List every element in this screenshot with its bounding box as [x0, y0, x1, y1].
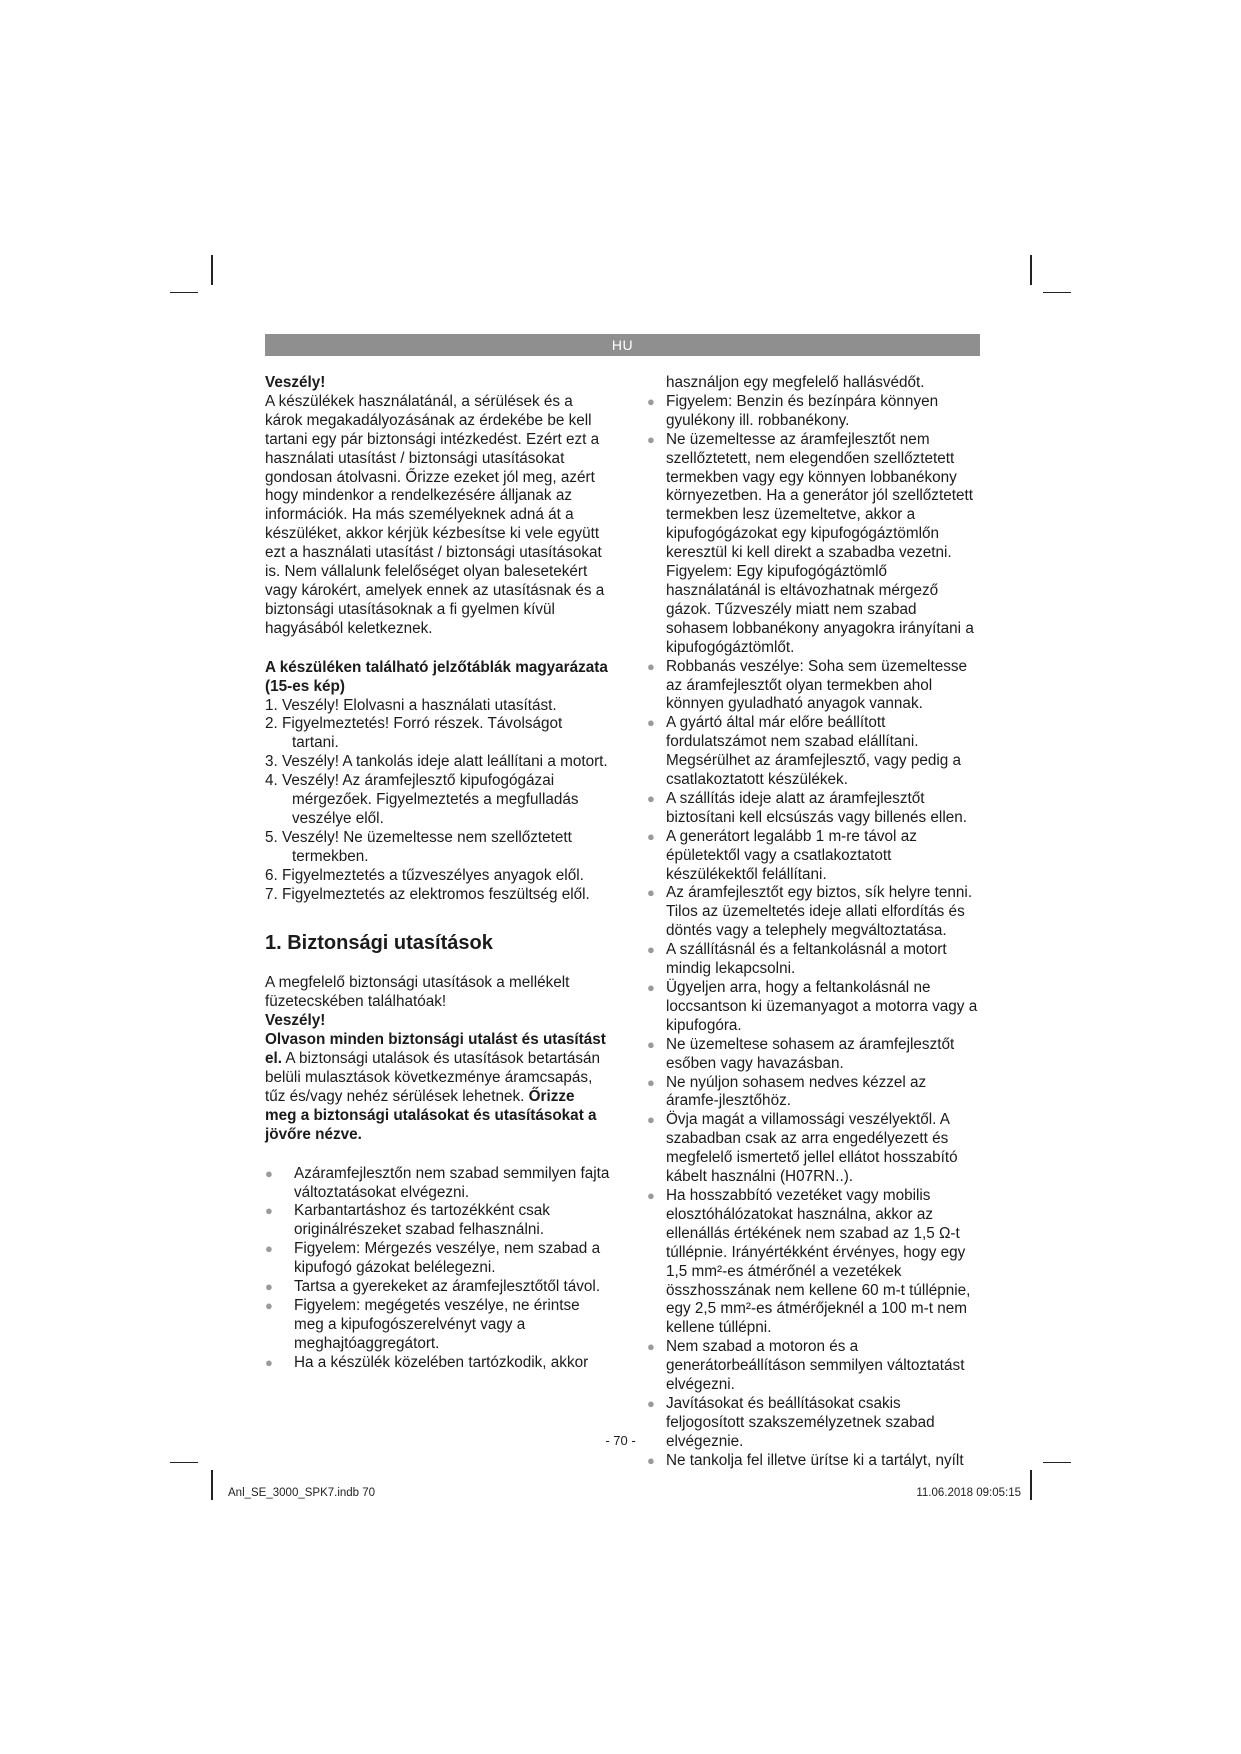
list-item: ● Övja magát a villamossági veszélyektől. A szabadban csak az arra engedélyezett és megfelelő ismertető jellel ellátot hosszabító kábelt használni (H07RN..).	[647, 1111, 958, 1186]
list-item: ● Az áramfejlesztőt egy biztos, sík helyre tenni. Tilos az üzemeltetés ideje allati elfordítás és döntés vagy a telephely megváltoztatása.	[647, 884, 973, 940]
bullet-icon: ●	[647, 1395, 655, 1411]
bullet-icon: ●	[265, 1354, 273, 1370]
list-item: ● Ha hosszabbító vezetéket vagy mobilis elosztóhálózatokat használna, akkor az ellenállás értékének nem szabad az 1,5 Ω-t túllépnie. Irányértékként érvényes, hogy egy 1,5 mm²-es átmérőnél a vezetékek összhosszának nem kellene 60 m-t túllépnie, egy 2,5 mm²-es átmérőjeknél a 100 m-t nem kellene túllépni.	[647, 1186, 971, 1337]
safety-bullets-right	[647, 393, 981, 1471]
list-item: 4. Veszély! Az áramfejlesztő kipufogógázai mérgezőek. Figyelmeztetés a megfulladás veszélye elől.	[265, 772, 579, 827]
bullet-icon: ●	[647, 885, 655, 901]
bullet-icon: ●	[647, 1112, 655, 1128]
list-item: 7. Figyelmeztetés az elektromos feszültség elől.	[265, 885, 590, 903]
list-item: 2. Figyelmeztetés! Forró részek. Távolságot tartani.	[265, 715, 563, 752]
danger-title-2: Veszély!	[265, 1012, 326, 1030]
list-item: ● Karbantartáshoz és tartozékként csak originálrészeket szabad felhasználni.	[265, 1202, 550, 1239]
list-item: ● Ne tankolja fel illetve ürítse ki a tartályt, nyílt	[647, 1451, 964, 1469]
list-item: ● Ha a készülék közelében tartózkodik, akkor	[265, 1353, 589, 1371]
list-item: ● A gyártó által már előre beállított fordulatszámot nem szabad elállítani. Megsérülhet az áramfejlesztő, vagy pedig a csatlakoztatott készülékek.	[647, 714, 962, 789]
safety-bullets-left	[265, 1165, 610, 1373]
bullet-icon: ●	[647, 1036, 655, 1052]
bullet-icon: ●	[647, 658, 655, 674]
list-item: ● Figyelem: megégetés veszélye, ne érintse meg a kipufogószerelvényt vagy a meghajtóaggregátort.	[265, 1296, 580, 1352]
list-item: ● A szállítás ideje alatt az áramfejlesztőt biztosítani kell elcsúszás vagy billenés ellen.	[647, 789, 967, 826]
list-item: ● Figyelem: Benzin és bezínpára könnyen gyulékony ill. robbanékony.	[647, 392, 939, 429]
list-item: 3. Veszély! A tankolás ideje alatt leállítani a motort.	[265, 753, 608, 771]
right-column	[647, 374, 981, 1471]
bullet-icon: ●	[647, 393, 655, 409]
footer-file: Anl_SE_3000_SPK7.indb 70	[228, 1487, 376, 1499]
crop-mark	[1030, 255, 1032, 285]
list-item: ● Azáramfejlesztőn nem szabad semmilyen fajta változtatásokat elvégezni.	[265, 1164, 610, 1201]
language-header: HU	[265, 334, 980, 356]
bullet-icon: ●	[647, 828, 655, 844]
list-item: ● Figyelem: Mérgezés veszélye, nem szabad a kipufogó gázokat belélegezni.	[265, 1240, 601, 1277]
list-item: ● Ne üzemeltese sohasem az áramfejlesztőt esőben vagy havazásban.	[647, 1035, 955, 1072]
bullet-icon: ●	[647, 431, 655, 447]
bullet-icon: ●	[265, 1241, 273, 1257]
bullet-icon: ●	[647, 1187, 655, 1203]
page-number: - 70 -	[605, 1433, 636, 1448]
crop-mark	[1043, 292, 1071, 293]
danger-text: A készülékek használatánál, a sérülések és a károk megakadályozásának az érdekébe be kell tartani egy pár biztonsági intézkedést. Ezért ezt a használati utasítást / biztonsági utasításokat gondosan átolvasni. Őrizze ezeket jól meg, azért hogy mindenkor a rendelkezésére álljanak az információk. Ha más személyeknek adná át a készüléket, akkor kérjük kézbesítse ki vele együtt ezt a használati utasítást / biztonsági utasításokat is. Nem vállalunk felelőséget olyan balesetekért vagy károkért, amelyek ennek az utasításnak és a biztonsági utasításoknak a fi gyelmen kívül hagyásából keletkeznek.	[265, 392, 605, 637]
bullet-icon: ●	[647, 980, 655, 995]
list-item: ● A generátort legalább 1 m-re távol az épületektől vagy a csatlakoztatott készülékektől felállítani.	[647, 827, 917, 883]
bullet-icon: ●	[647, 1339, 655, 1355]
list-item: 6. Figyelmeztetés a tűzveszélyes anyagok elől.	[265, 866, 584, 884]
crop-mark	[170, 292, 198, 293]
list-item: ● Ne üzemeltesse az áramfejlesztőt nem szellőztetett, nem elegendően szellőztetett termekben vagy egy könnyen lobbanékony környezetben. Ha a generátor jól szellőztetett termekben lesz üzemeltetve, akkor a kipufogógázokat egy kipufogógáztömlőn keresztül ki kell direkt a szabadba vezetni. Figyelem: Egy kipufogógáztömlő használatánál is eltávozhatnak mérgező gázok. Tűzveszély miatt nem szabad sohasem lobbanékony anyagokra irányítani a kipufogógáztömlőt.	[647, 430, 974, 656]
read-rest: A biztonsági utalások és utasítások betartásán belüli mulasztások következménye áramcsapás, tűz és/vagy nehéz sérülések lehetnek.	[265, 1050, 601, 1105]
list-item: ● A szállításnál és a feltankolásnál a motort mindig lekapcsolni.	[647, 941, 947, 978]
bullet-icon: ●	[265, 1297, 273, 1313]
bullet-icon: ●	[647, 1452, 655, 1468]
bullet-icon: ●	[647, 1074, 655, 1090]
signs-list	[265, 697, 610, 905]
bullet-icon: ●	[647, 790, 655, 806]
intro-text: A megfelelő biztonsági utasítások a mellékelt füzetecskében találhatóak!	[265, 974, 570, 1011]
list-item: ● Javításokat és beállításokat csakis feljogosított szakszemélyzetnek szabad elvégeznie.	[647, 1394, 935, 1450]
crop-mark	[211, 1470, 213, 1500]
list-item: 1. Veszély! Elolvasni a használati utasítást.	[265, 696, 557, 714]
section-title: 1. Biztonsági utasítások	[265, 932, 493, 955]
list-item: ● Robbanás veszélye: Soha sem üzemeltesse az áramfejlesztőt olyan termekben ahol könnyen gyuladható anyagok vannak.	[647, 657, 968, 713]
bullet-icon: ●	[647, 715, 655, 731]
signs-title: A készüléken található jelzőtáblák magyarázata (15-es kép)	[265, 658, 608, 695]
bullet-icon: ●	[265, 1165, 273, 1181]
list-item: ● Ne nyúljon sohasem nedves kézzel az áramfe-jlesztőhöz.	[647, 1073, 927, 1110]
crop-mark	[170, 1462, 198, 1463]
list-item: ● Ügyeljen arra, hogy a feltankolásnál ne loccsantson ki üzemanyagot a motorra vagy a kipufogóra.	[647, 979, 978, 1034]
danger-title: Veszély!	[265, 374, 326, 391]
read-instructions	[265, 1031, 610, 1144]
read-bold: Olvason minden biztonsági utalást és utasítást el.	[265, 1031, 606, 1068]
crop-mark	[211, 255, 213, 285]
list-item: ● Nem szabad a motoron és a generátorbeállításon semmilyen változtatást elvégezni.	[647, 1338, 965, 1394]
crop-mark	[1043, 1462, 1071, 1463]
keep-bold: Őrizze meg a biztonsági utalásokat és utasításokat a jövőre nézve.	[265, 1087, 597, 1143]
bullet-icon: ●	[265, 1279, 273, 1295]
footer-datetime: 11.06.2018 09:05:15	[916, 1487, 1021, 1499]
bullet-icon: ●	[265, 1203, 273, 1219]
left-column	[265, 374, 610, 1373]
list-item: 5. Veszély! Ne üzemeltesse nem szellőztetett termekben.	[265, 828, 572, 865]
bullet-icon: ●	[647, 942, 655, 958]
continuation-text: használjon egy megfelelő hallásvédőt.	[666, 374, 925, 391]
list-item: ● Tartsa a gyerekeket az áramfejlesztőtől távol.	[265, 1278, 601, 1296]
crop-mark	[1030, 1470, 1032, 1500]
